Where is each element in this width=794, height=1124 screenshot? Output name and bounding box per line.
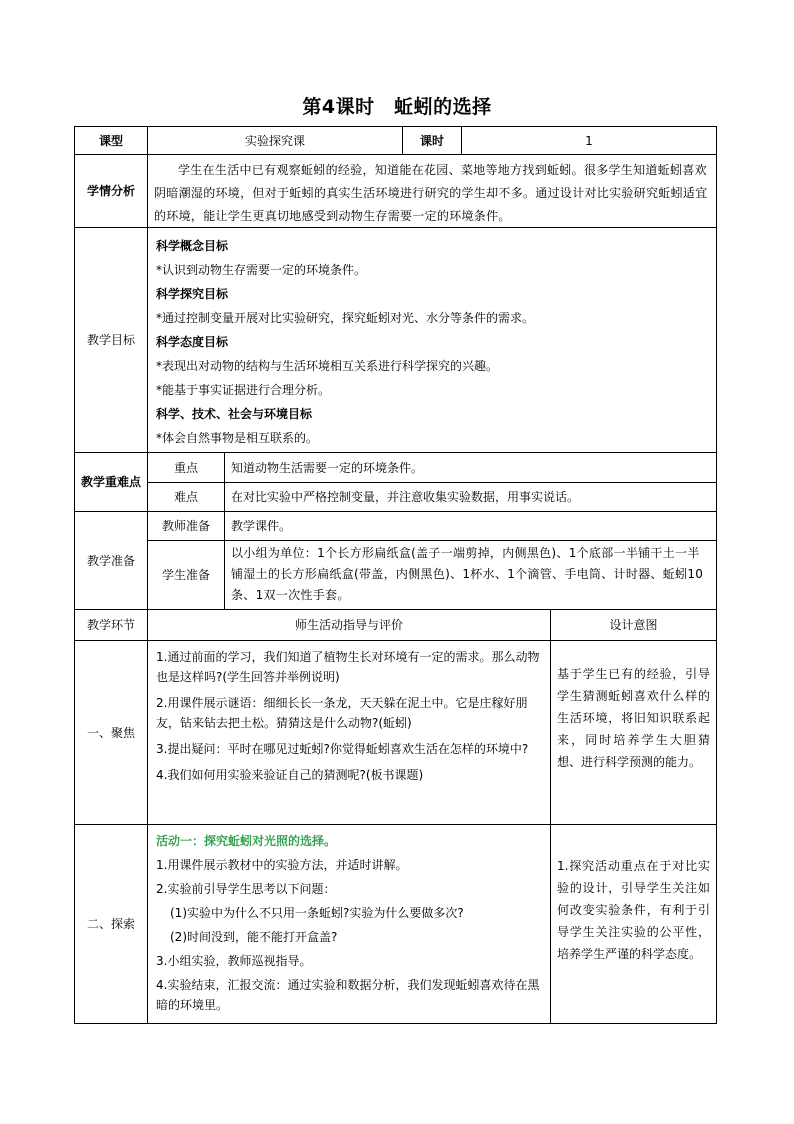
section1-intent: 基于学生已有的经验，引导学生猜测蚯蚓喜欢什么样的生活环境，将旧知识联系起来，同时培养学生大胆猜想、进行科学预测的能力。 [550, 640, 717, 825]
process-col-intent: 设计意图 [550, 609, 717, 641]
objectives-label: 教学目标 [74, 227, 148, 453]
section2-label: 二、探索 [74, 824, 148, 1024]
type-label: 课型 [74, 126, 148, 155]
key-label: 重点 [147, 452, 225, 483]
teacher-prep-label: 教师准备 [147, 511, 225, 541]
objective-item: *认识到动物生存需要一定的环境条件。 [156, 263, 367, 277]
section2-step: 3.小组实验，教师巡视指导。 [156, 954, 312, 968]
objective-heading: 科学、技术、社会与环境目标 [156, 407, 313, 421]
period-label: 课时 [402, 126, 462, 155]
process-col-activity: 师生活动指导与评价 [147, 609, 551, 641]
objective-item: *通过控制变量开展对比实验研究，探究蚯蚓对光、水分等条件的需求。 [156, 311, 535, 325]
section1-step: 1.通过前面的学习，我们知道了植物生长对环境有一定的需求。那么动物也是这样吗?(学生回答并举例说明) [156, 650, 540, 684]
analysis-text: 学生在生活中已有观察蚯蚓的经验，知道能在花园、菜地等地方找到蚯蚓。很多学生知道蚯蚓喜欢阴暗潮湿的环境，但对于蚯蚓的真实生活环境进行研究的学生却不多。通过设计对比实验研究蚯蚓适宜的环境，能让学生更真切地感受到动物生存需要一定的环境条件。 [147, 154, 717, 228]
section2-step: 1.用课件展示教材中的实验方法，并适时讲解。 [156, 858, 408, 872]
analysis-label: 学情分析 [74, 154, 148, 228]
section2-steps [147, 824, 551, 1024]
objective-item: *表现出对动物的结构与生活环境相互关系进行科学探究的兴趣。 [156, 359, 499, 373]
teacher-prep-text: 教学课件。 [224, 511, 717, 541]
period-value: 1 [461, 126, 717, 155]
objective-heading: 科学探究目标 [156, 287, 229, 301]
section2-substep: (1)实验中为什么不只用一条蚯蚓?实验为什么要做多次? [170, 906, 464, 920]
objective-item: *能基于事实证据进行合理分析。 [156, 383, 331, 397]
objectives-list [147, 227, 717, 453]
section1-step: 2.用课件展示谜语：细细长长一条龙，天天躲在泥土中。它是庄稼好朋友，钻来钻去把土松。猜猜这是什么动物?(蚯蚓) [156, 696, 528, 730]
process-col-stage: 教学环节 [74, 609, 148, 641]
type-value: 实验探究课 [147, 126, 403, 155]
objective-item: *体会自然事物是相互联系的。 [156, 431, 319, 445]
key-text: 知道动物生活需要一定的环境条件。 [224, 452, 717, 483]
section2-step: 2.实验前引导学生思考以下问题： [156, 882, 336, 896]
objective-heading: 科学概念目标 [156, 239, 229, 253]
section1-step: 4.我们如何用实验来验证自己的猜测呢?(板书课题) [156, 768, 424, 782]
section2-step: 4.实验结束，汇报交流：通过实验和数据分析，我们发现蚯蚓喜欢待在黑暗的环境里。 [156, 978, 540, 1012]
student-prep-text: 以小组为单位：1个长方形扁纸盒(盖子一端剪掉，内侧黑色)、1个底部一半铺干土一半铺湿土的长方形扁纸盒(带盖，内侧黑色)、1杯水、1个滴管、手电筒、计时器、蚯蚓10条、1双一次性手套。 [224, 540, 717, 610]
difficulty-label: 难点 [147, 482, 225, 512]
page-title: 第4课时 蚯蚓的选择 [302, 96, 492, 118]
key-points-label: 教学重难点 [74, 452, 148, 512]
objective-heading: 科学态度目标 [156, 335, 229, 349]
activity-title: 活动一：探究蚯蚓对光照的选择。 [156, 834, 337, 848]
section1-label: 一、聚焦 [74, 640, 148, 825]
section2-substep: (2)时间没到，能不能打开盒盖? [170, 930, 338, 944]
difficulty-text: 在对比实验中严格控制变量，并注意收集实验数据，用事实说话。 [224, 482, 717, 512]
section1-step: 3.提出疑问：平时在哪见过蚯蚓?你觉得蚯蚓喜欢生活在怎样的环境中? [156, 742, 529, 756]
section2-intent: 1.探究活动重点在于对比实验的设计，引导学生关注如何改变实验条件，有利于引导学生关注实验的公平性，培养学生严谨的科学态度。 [550, 824, 717, 1024]
preparation-label: 教学准备 [74, 511, 148, 610]
student-prep-label: 学生准备 [147, 540, 225, 610]
section1-steps [147, 640, 551, 825]
